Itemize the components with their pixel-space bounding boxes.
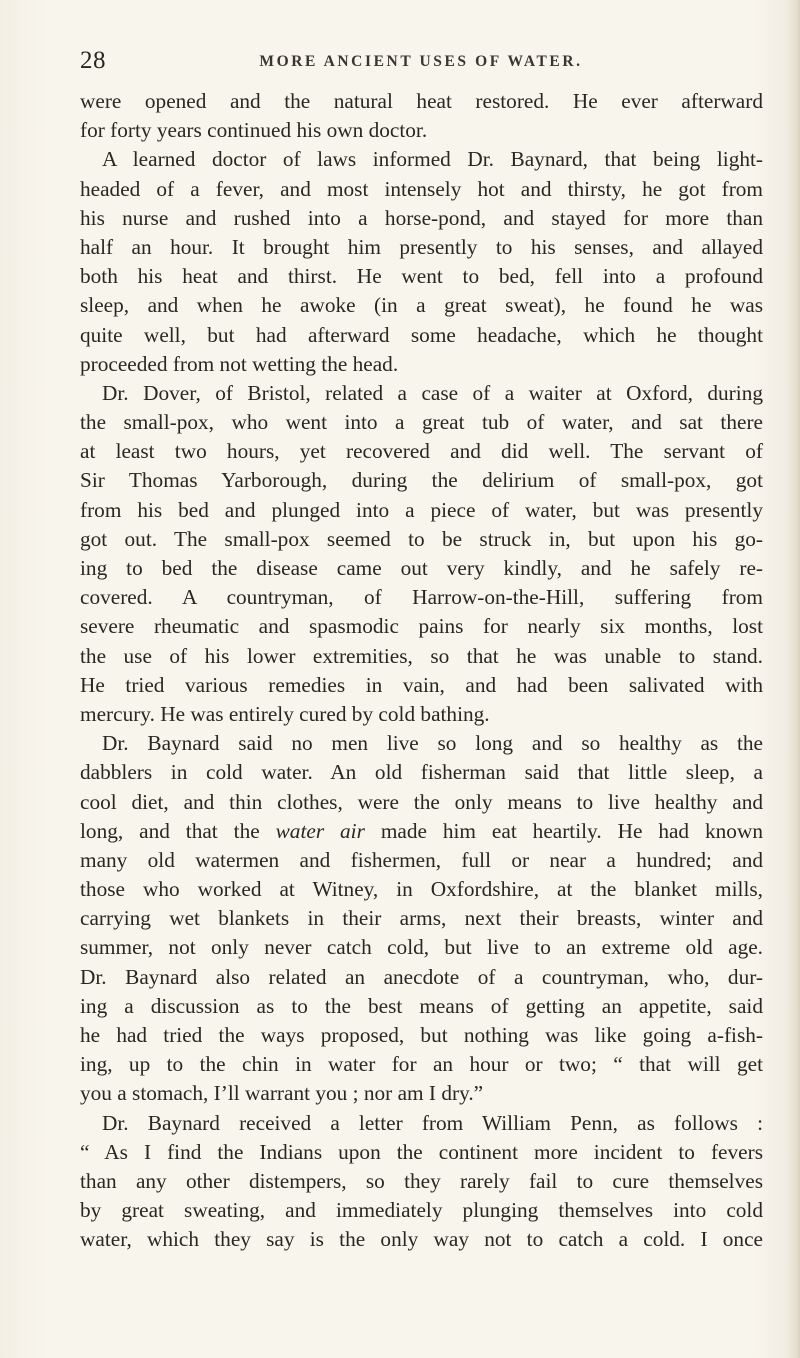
text-line: his nurse and rushed into a horse-pond, and stayed for more than xyxy=(80,205,763,230)
text-line: for forty years continued his own doctor. xyxy=(80,118,428,143)
text-line: ing a discussion as to the best means of getting an appetite, said xyxy=(80,993,763,1018)
text-line: were opened and the natural heat restored. He ever afterward xyxy=(80,89,763,113)
text-line: you a stomach, I’ll warrant you ; nor am I dry.” xyxy=(80,1081,484,1106)
text-line: got out. The small-pox seemed to be struck in, but upon his go- xyxy=(80,526,763,551)
text-line: the small-pox, who went into a great tub of water, and sat there xyxy=(80,410,763,435)
text-line: half an hour. It brought him presently to his senses, and allayed xyxy=(80,234,763,259)
text-line: those who worked at Witney, in Oxfordshire, at the blanket mills, xyxy=(80,877,763,902)
text-line: summer, not only never catch cold, but live to an extreme old age. xyxy=(80,935,763,960)
text-line: by great sweating, and immediately plunging themselves into cold xyxy=(80,1198,763,1223)
text-line: many old watermen and fishermen, full or near a hundred; and xyxy=(80,847,763,872)
text-line: sleep, and when he awoke (in a great sweat), he found he was xyxy=(80,293,763,318)
page-edge-shadow xyxy=(786,0,800,1358)
page-number: 28 xyxy=(80,47,106,74)
text-line: “ As I find the Indians upon the continent more incident to fevers xyxy=(80,1139,763,1164)
text-line: Sir Thomas Yarborough, during the delirium of small-pox, got xyxy=(80,468,763,493)
text-line: dabblers in cold water. An old fisherman said that little sleep, a xyxy=(80,760,763,785)
text-line: Dr. Baynard also related an anecdote of a countryman, who, dur- xyxy=(80,964,763,989)
text-line: quite well, but had afterward some headache, which he thought xyxy=(80,322,763,347)
italic-phrase: water air xyxy=(275,818,365,843)
text-line: covered. A countryman, of Harrow-on-the-Hill, suffering from xyxy=(80,585,763,610)
text-line: proceeded from not wetting the head. xyxy=(80,351,399,376)
text-line: from his bed and plunged into a piece of water, but was presently xyxy=(80,497,763,522)
page-header xyxy=(80,44,762,78)
running-head: MORE ANCIENT USES OF WATER. xyxy=(259,53,583,70)
text-line: A learned doctor of laws informed Dr. Baynard, that being light- xyxy=(102,147,763,172)
text-line: at least two hours, yet recovered and did well. The servant of xyxy=(80,439,763,464)
text-line: He tried various remedies in vain, and had been salivated with xyxy=(80,672,763,697)
text-line: he had tried the ways proposed, but nothing was like going a-fish- xyxy=(80,1023,763,1047)
text-line: than any other distempers, so they rarely fail to cure themselves xyxy=(80,1168,763,1193)
text-line: both his heat and thirst. He went to bed, fell into a profound xyxy=(80,264,763,289)
text-line: severe rheumatic and spasmodic pains for nearly six months, lost xyxy=(80,614,763,639)
text-line: Dr. Baynard said no men live so long and so healthy as the xyxy=(102,731,763,756)
text-line: headed of a fever, and most intensely hot and thirsty, he got from xyxy=(80,176,763,201)
text-line-with-italic xyxy=(80,817,763,846)
text-segment: made him eat heartily. He had known xyxy=(364,818,763,843)
text-line: ing to bed the disease came out very kindly, and he safely re- xyxy=(80,556,763,580)
text-line: Dr. Baynard received a letter from William Penn, as follows : xyxy=(102,1110,763,1135)
text-line: the use of his lower extremities, so that he was unable to stand. xyxy=(80,643,763,668)
text-line: Dr. Dover, of Bristol, related a case of a waiter at Oxford, during xyxy=(102,380,763,405)
text-segment: long, and that the xyxy=(80,818,276,843)
text-line: carrying wet blankets in their arms, next their breasts, winter and xyxy=(80,906,763,931)
text-line: water, which they say is the only way not to catch a cold. I once xyxy=(80,1227,763,1252)
text-line: cool diet, and thin clothes, were the only means to live healthy and xyxy=(80,789,763,814)
text-line: ing, up to the chin in water for an hour or two; “ that will get xyxy=(80,1052,763,1077)
body-text xyxy=(80,87,763,1255)
text-line: mercury. He was entirely cured by cold bathing. xyxy=(80,701,490,726)
